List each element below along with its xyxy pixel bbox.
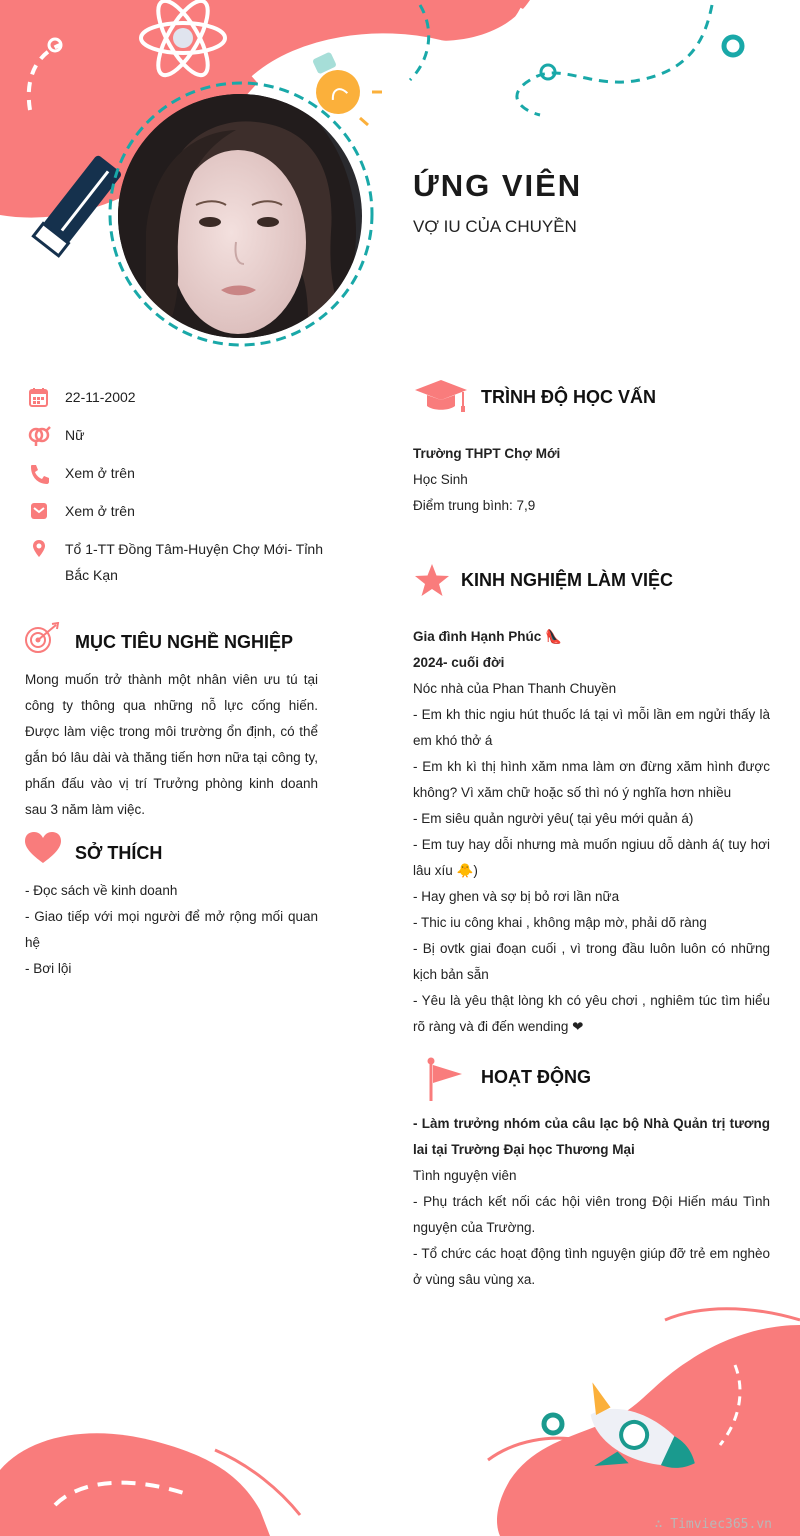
education-title: TRÌNH ĐỘ HỌC VẤN [481, 387, 656, 407]
school-name: Trường THPT Chợ Mới [413, 446, 561, 461]
phone-icon [26, 463, 52, 485]
contact-birthday [26, 387, 326, 410]
footer-decoration [0, 1300, 800, 1536]
activity-heading: - Làm trưởng nhóm của câu lạc bộ Nhà Quản trị tương lai tại Trường Đại học Thương Mại [413, 1116, 770, 1157]
work-period: 2024- cuối đời [413, 655, 505, 670]
birthday-value: 22-11-2002 [65, 389, 136, 405]
list-item: - Em siêu quản người yêu( tại yêu mới quản á) [413, 811, 694, 826]
hobbies-title: SỞ THÍCH [75, 843, 163, 863]
objective-text: Mong muốn trở thành một nhân viên ưu tú tại công ty thông qua những nỗ lực cống hiến. Được làm việc trong môi trường ổn định, có thể gắn bó lâu dài và thăng tiến hơn nữa tại công ty, phấn đấu vào vị trí Trưởng phòng kinh doanh sau 3 năm làm việc. [25, 672, 318, 817]
company-name: Gia đình Hạnh Phúc 👠 [413, 629, 562, 644]
heart-icon [24, 831, 62, 865]
education-role: Học Sinh [413, 472, 468, 487]
list-item: - Thic iu công khai , không mập mờ, phải dõ ràng [413, 915, 707, 930]
list-item: - Đọc sách về kinh doanh [25, 883, 178, 898]
experience-title: KINH NGHIỆM LÀM VIỆC [461, 570, 674, 590]
experience-content [413, 624, 770, 1040]
list-item: - Giao tiếp với mọi người để mở rộng mối quan hệ [25, 909, 318, 950]
list-item: - Bơi lội [25, 961, 72, 976]
email-value: Xem ở trên [65, 503, 135, 519]
candidate-name: ỨNG VIÊN [413, 168, 583, 203]
star-icon [414, 563, 450, 597]
education-content [413, 441, 770, 519]
activity-role: Tình nguyện viên [413, 1168, 517, 1183]
calendar-icon [26, 387, 52, 409]
flag-icon [422, 1057, 464, 1103]
list-item: - Em tuy hay dỗi nhưng mà muốn ngiuu dỗ dành á( tuy hơi lâu xíu 🐥) [413, 837, 770, 878]
address-value: Tổ 1-TT Đồng Tâm-Huyện Chợ Mới- Tỉnh Bắc Kạn [65, 541, 323, 583]
watermark: ∴ Timviec365.vn [654, 1517, 772, 1532]
job-position: Nóc nhà của Phan Thanh Chuyền [413, 681, 617, 696]
contact-gender [26, 425, 326, 448]
candidate-position: VỢ IU CỦA CHUYỀN [413, 217, 577, 236]
contact-phone [26, 463, 326, 486]
gender-icon [26, 425, 52, 447]
list-item: - Em kh thic ngiu hút thuốc lá tại vì mỗi lần em ngửi thấy là em khó thở á [413, 707, 770, 748]
list-item: - Em kh kì thị hình xăm nma làm ơn đừng xăm hình được không? Vì xăm chữ hoặc số thì nó ý nghĩa hơn nhiều [413, 759, 770, 800]
gender-value: Nữ [65, 427, 85, 443]
education-gpa: Điểm trung bình: 7,9 [413, 498, 536, 513]
activities-title: HOẠT ĐỘNG [481, 1067, 591, 1087]
list-item: - Bị ovtk giai đoạn cuối , vì trong đầu luôn luôn có những kịch bản sẵn [413, 941, 770, 982]
graduation-cap-icon [413, 378, 469, 416]
location-pin-icon [26, 539, 52, 561]
activities-content [413, 1111, 770, 1293]
hobbies-list [25, 878, 318, 982]
contact-address [26, 539, 326, 588]
list-item: - Tổ chức các hoạt động tình nguyện giúp đỡ trẻ em nghèo ở vùng sâu vùng xa. [413, 1246, 770, 1287]
avatar [106, 82, 374, 350]
list-item: - Yêu là yêu thật lòng kh có yêu chơi , nghiêm túc tìm hiểu rõ ràng và đi đến wending ❤ [413, 993, 770, 1034]
target-icon [24, 622, 60, 656]
list-item: - Hay ghen và sợ bị bỏ rơi lần nữa [413, 889, 620, 904]
objective-title: MỤC TIÊU NGHỀ NGHIỆP [75, 632, 294, 652]
phone-value: Xem ở trên [65, 465, 135, 481]
list-item: - Phụ trách kết nối các hội viên trong Đội Hiến máu Tình nguyện của Trường. [413, 1194, 770, 1235]
email-icon [26, 501, 52, 523]
contact-email [26, 501, 326, 524]
